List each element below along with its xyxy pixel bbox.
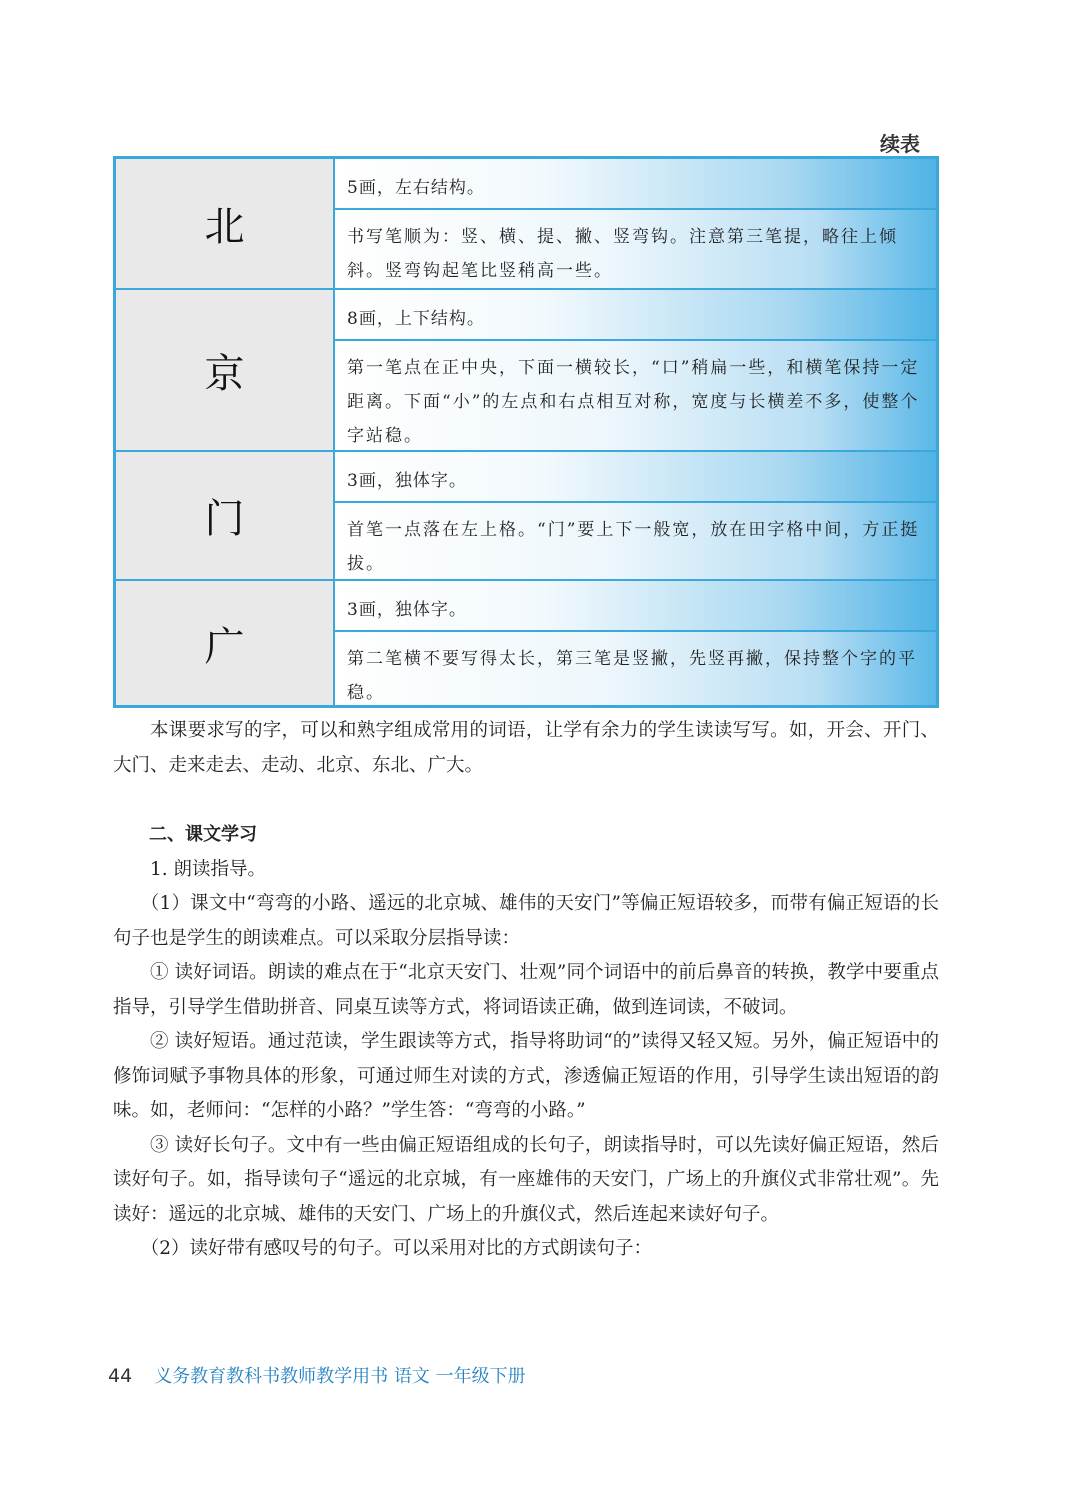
table-row (116, 159, 936, 290)
lesson-section (113, 818, 939, 1267)
book-title: 义务教育教科书教师教学用书 语文 一年级下册 (154, 1366, 526, 1387)
stroke-info: 3画，独体字。 (335, 452, 936, 503)
info-cell (335, 452, 936, 579)
info-cell (335, 581, 936, 705)
writing-guidance: 第二笔横不要写得太长，第三笔是竖撇，先竖再撇，保持整个字的平稳。 (335, 632, 936, 705)
info-cell (335, 159, 936, 288)
stroke-info: 3画，独体字。 (335, 581, 936, 632)
table-row (116, 581, 936, 705)
page-footer (108, 1362, 526, 1388)
section-heading: 二、课文学习 (149, 824, 257, 845)
character-cell: 京 (116, 290, 335, 450)
writing-guidance: 书写笔顺为：竖、横、提、撇、竖弯钩。注意第三笔提，略往上倾斜。竖弯钩起笔比竖稍高一些。 (335, 210, 936, 288)
writing-guidance: 第一笔点在正中央，下面一横较长，“口”稍扁一些，和横笔保持一定距离。下面“小”的左点和右点相互对称，宽度与长横差不多，使整个字站稳。 (335, 341, 936, 450)
table-row (116, 452, 936, 581)
writing-guidance: 首笔一点落在左上格。“门”要上下一般宽，放在田字格中间，方正挺拔。 (335, 503, 936, 579)
character-table (113, 156, 939, 708)
info-cell (335, 290, 936, 450)
sub-item: （1）课文中“弯弯的小路、遥远的北京城、雄伟的天安门”等偏正短语较多，而带有偏正短语的长句子也是学生的朗读难点。可以采取分层指导读： (113, 893, 939, 949)
page-number: 44 (108, 1365, 133, 1387)
character-cell: 广 (116, 581, 335, 705)
stroke-info: 5画，左右结构。 (335, 159, 936, 210)
character-cell: 北 (116, 159, 335, 288)
sub-item: （2）读好带有感叹号的句子。可以采用对比的方式朗读句子： (140, 1238, 653, 1259)
stroke-info: 8画，上下结构。 (335, 290, 936, 341)
point-paragraph: ② 读好短语。通过范读，学生跟读等方式，指导将助词“的”读得又轻又短。另外，偏正短语中的修饰词赋予事物具体的形象，可通过师生对读的方式，渗透偏正短语的作用，引导学生读出短语的韵味。如，老师问：“怎样的小路？”学生答：“弯弯的小路。” (113, 1031, 939, 1121)
intro-paragraph: 本课要求写的字，可以和熟字组成常用的词语，让学有余力的学生读读写写。如，开会、开门、大门、走来走去、走动、北京、东北、广大。 (113, 720, 939, 776)
item-heading: 1. 朗读指导。 (150, 858, 267, 880)
table-row (116, 290, 936, 452)
point-paragraph: ③ 读好长句子。文中有一些由偏正短语组成的长句子，朗读指导时，可以先读好偏正短语，然后读好句子。如，指导读句子“遥远的北京城，有一座雄伟的天安门，广场上的升旗仪式非常壮观”。先读好：遥远的北京城、雄伟的天安门、广场上的升旗仪式，然后连起来读好句子。 (113, 1134, 939, 1225)
character-cell: 门 (116, 452, 335, 579)
continued-label: 续表 (880, 132, 920, 156)
point-paragraph: ① 读好词语。朗读的难点在于“北京天安门、壮观”同个词语中的前后鼻音的转换，教学中要重点指导，引导学生借助拼音、同桌互读等方式，将词语读正确，做到连词读，不破词。 (113, 962, 939, 1018)
intro-block (113, 714, 939, 783)
